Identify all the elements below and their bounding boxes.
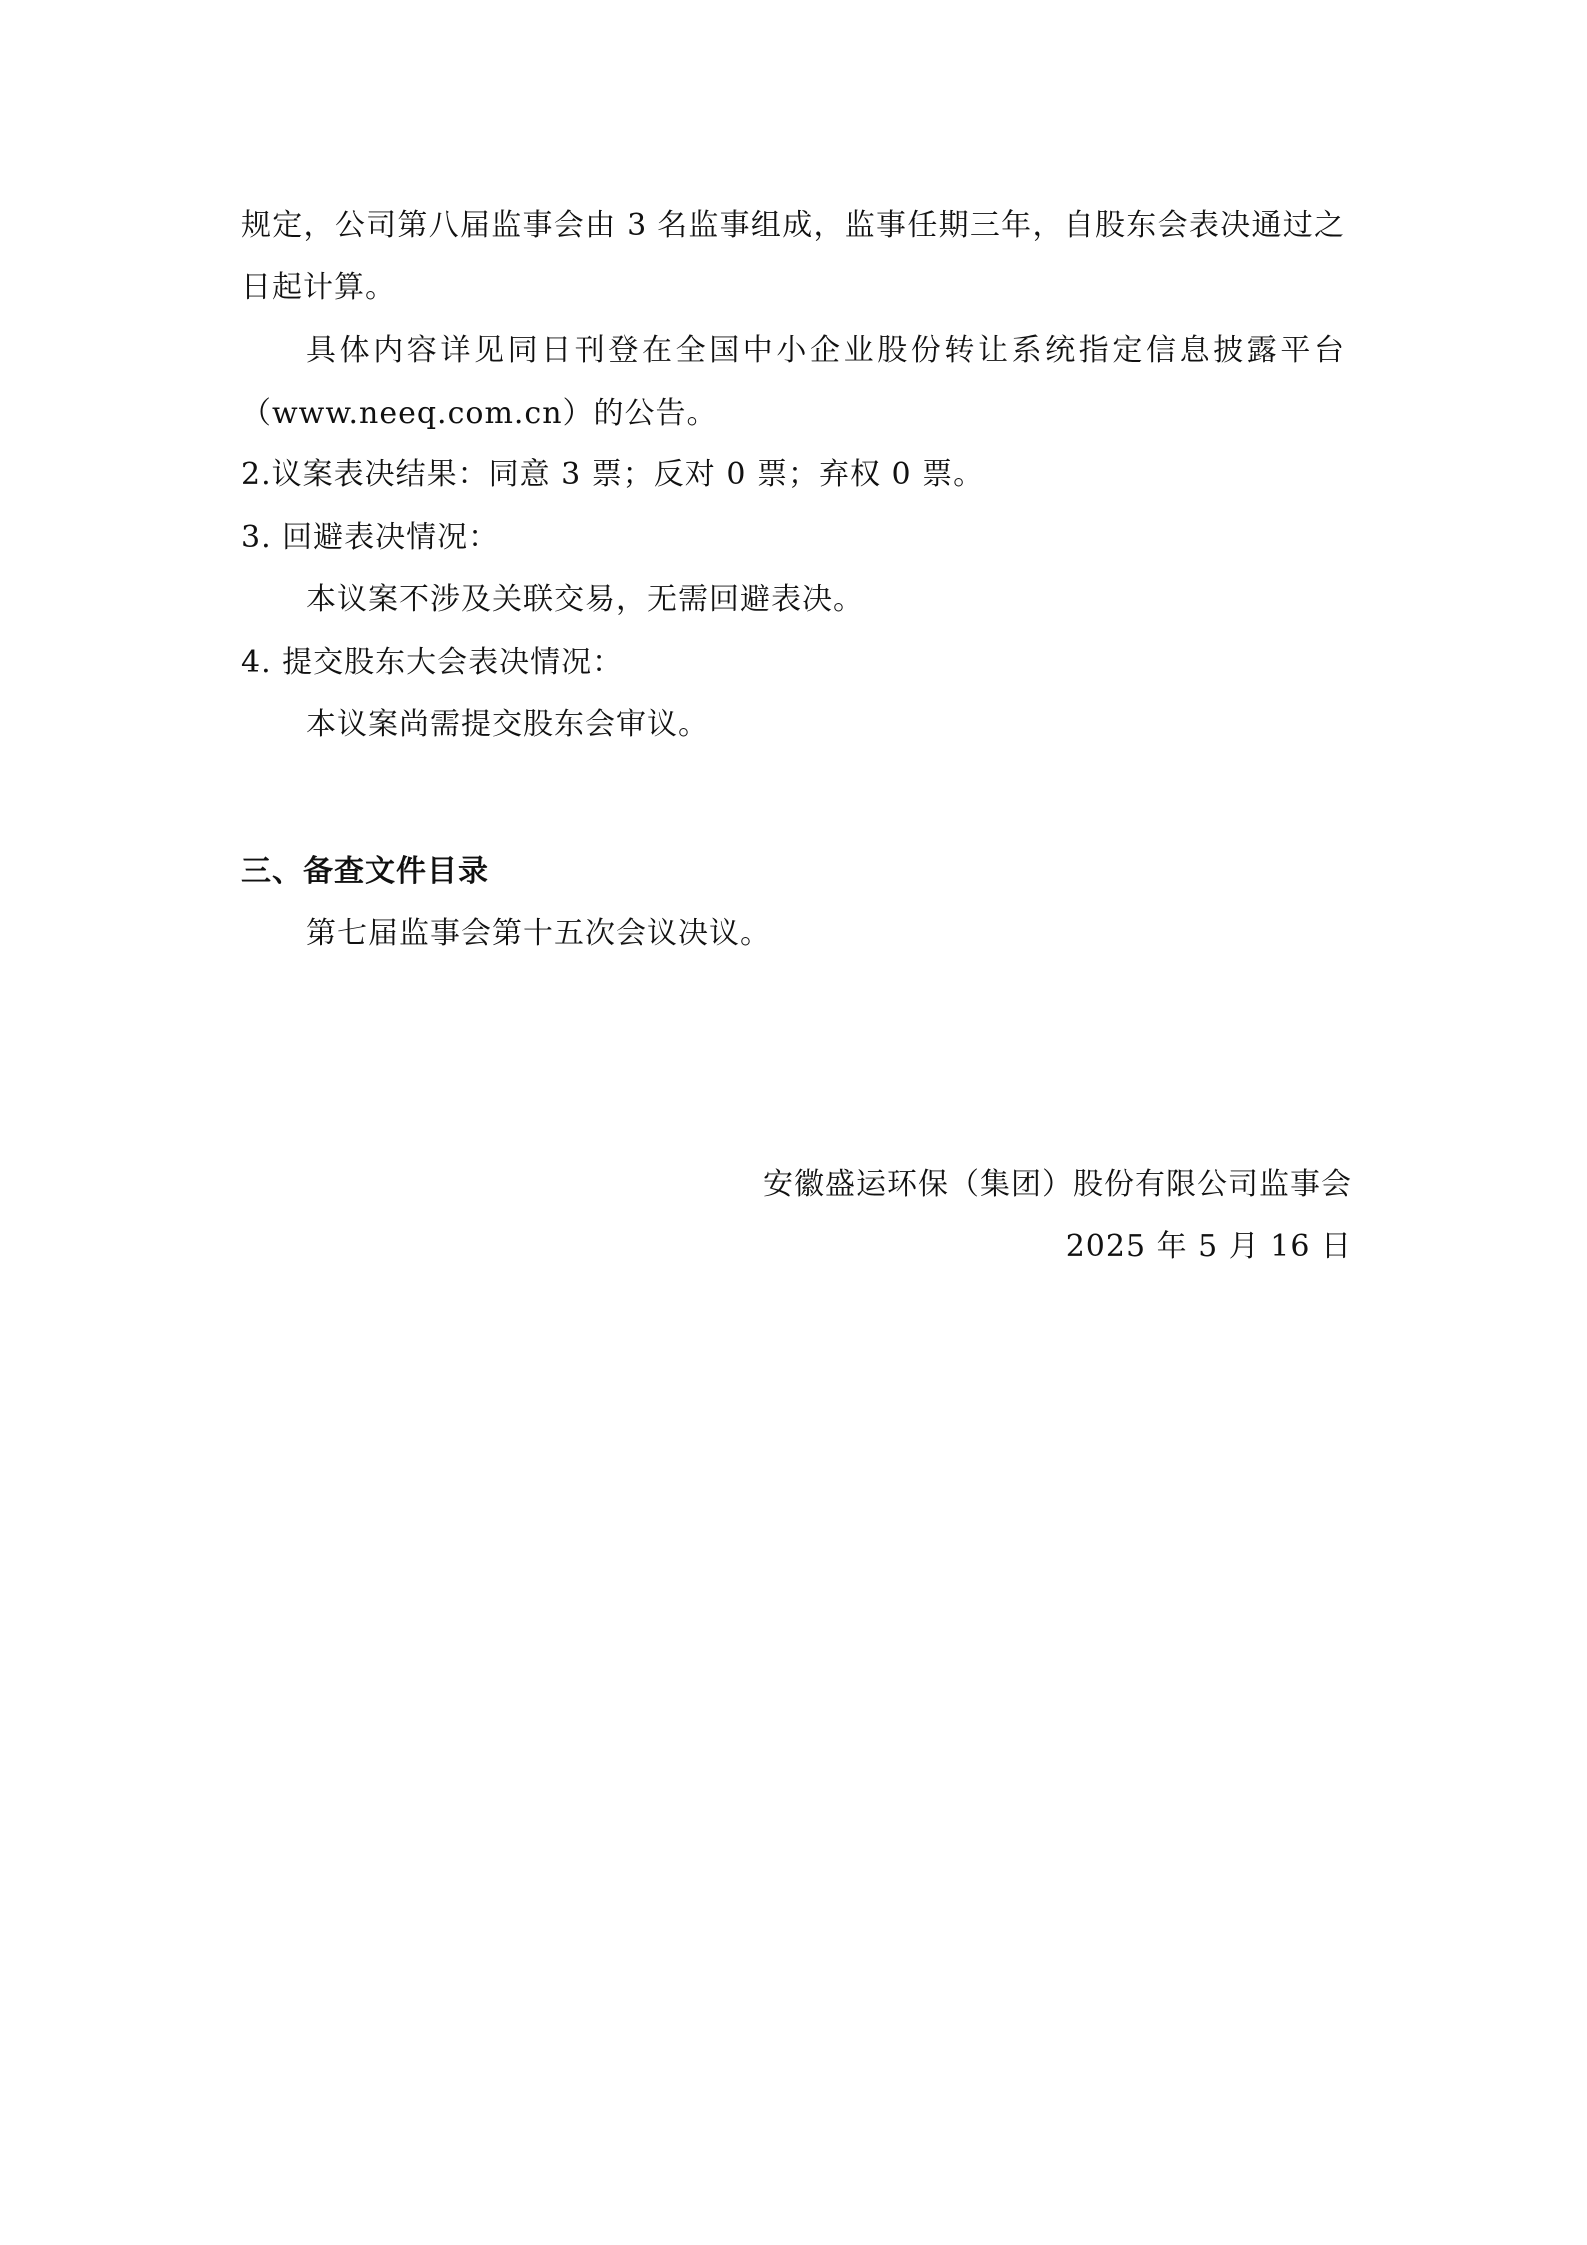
- paragraph-line: 规定，公司第八届监事会由 3 名监事组成，监事任期三年，自股东会表决通过之: [241, 208, 1344, 243]
- paragraph-line: 日起计算。: [241, 270, 396, 305]
- item-body: 本议案尚需提交股东会审议。: [306, 707, 709, 742]
- item-title: 4. 提交股东大会表决情况：: [241, 645, 624, 680]
- signature-date: 2025 年 5 月 16 日: [1065, 1229, 1352, 1264]
- section-body: 第七届监事会第十五次会议决议。: [306, 916, 771, 951]
- section-heading: 三、备查文件目录: [241, 854, 489, 889]
- signature-organization: 安徽盛运环保（集团）股份有限公司监事会: [763, 1167, 1352, 1202]
- item-title: 3. 回避表决情况：: [241, 520, 500, 555]
- item-body: 本议案不涉及关联交易，无需回避表决。: [306, 582, 864, 617]
- paragraph-line: 具体内容详见同日刊登在全国中小企业股份转让系统指定信息披露平台: [306, 333, 1344, 368]
- vote-result: 2.议案表决结果：同意 3 票；反对 0 票；弃权 0 票。: [241, 457, 985, 492]
- paragraph-line: （www.neeq.com.cn）的公告。: [241, 396, 718, 431]
